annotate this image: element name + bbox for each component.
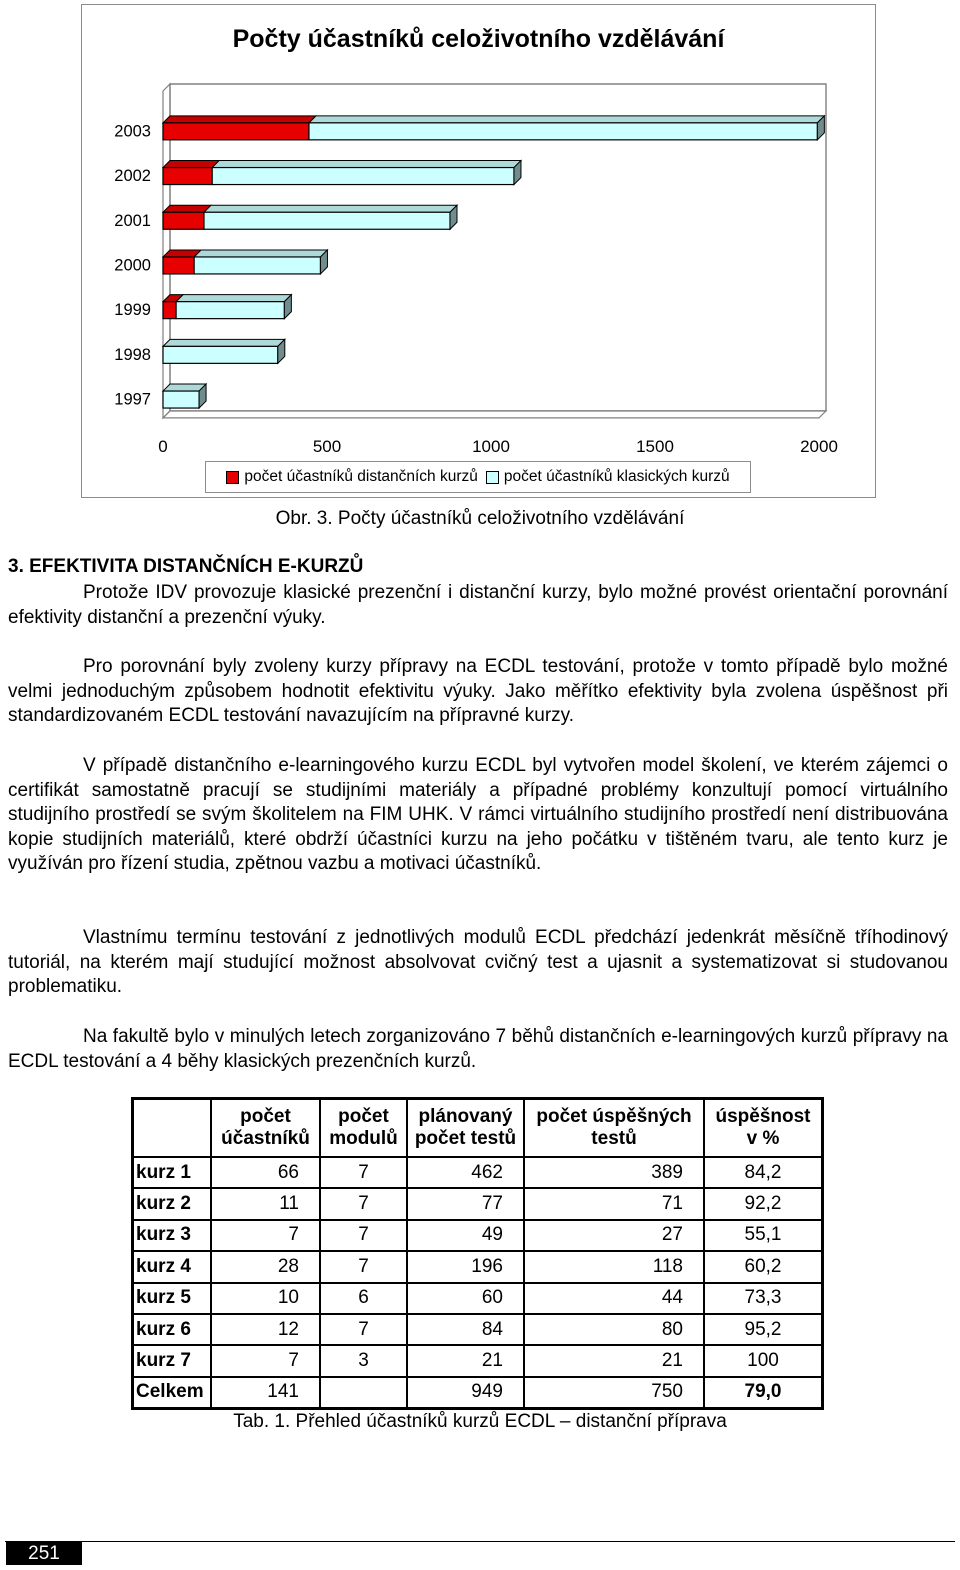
bar-segment (163, 123, 309, 140)
x-tick-label: 2000 (800, 436, 838, 456)
table-cell: 73,3 (704, 1283, 822, 1314)
table-cell: 77 (407, 1188, 524, 1219)
table-row (133, 1220, 822, 1251)
table-row (133, 1314, 822, 1345)
table-cell: 100 (704, 1345, 822, 1376)
x-tick-label: 0 (158, 436, 168, 456)
table-cell: 60,2 (704, 1251, 822, 1282)
table-cell: kurz 2 (133, 1188, 211, 1219)
table-cell: 389 (524, 1157, 704, 1188)
legend-label-classic: počet účastníků klasických kurzů (503, 468, 730, 485)
bar-chart (82, 5, 875, 497)
table-cell: kurz 7 (133, 1345, 211, 1376)
table-header-cell (133, 1099, 211, 1157)
x-tick-label: 500 (312, 436, 342, 456)
bar-top-face (309, 116, 824, 123)
table-row (133, 1283, 822, 1314)
bar-top-face (176, 295, 291, 302)
table-cell: 10 (211, 1283, 320, 1314)
table-cell: 55,1 (704, 1220, 822, 1251)
x-tick-label: 1000 (472, 436, 510, 456)
bar-top-face (204, 205, 457, 212)
bar-segment (163, 302, 176, 319)
table-cell: 28 (211, 1251, 320, 1282)
table-header-cell: počet modulů (320, 1099, 407, 1157)
table-cell: 7 (320, 1314, 407, 1345)
table-cell: kurz 4 (133, 1251, 211, 1282)
table-cell: kurz 5 (133, 1283, 211, 1314)
paragraph-5: Na fakultě bylo v minulých letech zorganizováno 7 běhů distančních e-learningových kurzů přípravy na ECDL testování a 4 běhy klasických prezenčních kurzů. (8, 1026, 948, 1072)
paragraph-3: V případě distančního e-learningového kurzu ECDL byl vytvořen model školení, ve kterém zájemci o certifikát samostatně pracují se studijními materiály a případné problémy konzultují pomocí virtuálního studijního prostředí se svým školitelem na FIM UHK. V rámci virtuálního studijního prostředí není distribuována kopie studijních materiálů, které obdrží účastníci kurzu na jeho počátku v tištěném tvaru, ale tento kurz je využíván pro řízení studia, zpětnou vazbu a motivaci účastníků. (8, 755, 948, 875)
table-cell: 21 (524, 1345, 704, 1376)
bar-top-face (163, 161, 219, 168)
bar-segment (163, 346, 278, 363)
table-cell: kurz 6 (133, 1314, 211, 1345)
bar-segment (163, 391, 199, 408)
table-cell: 27 (524, 1220, 704, 1251)
bar-top-face (163, 116, 316, 123)
bar-segment (163, 168, 212, 185)
table-row (133, 1345, 822, 1376)
table-cell: 71 (524, 1188, 704, 1219)
table-cell: 7 (211, 1345, 320, 1376)
bar-segment (163, 212, 204, 229)
table-cell: 95,2 (704, 1314, 822, 1345)
table-cell: 7 (211, 1220, 320, 1251)
table-cell: 84 (407, 1314, 524, 1345)
bar-top-face (194, 250, 327, 257)
bar-segment (176, 302, 284, 319)
bar-top-face (163, 339, 285, 346)
paragraph-4: Vlastnímu termínu testování z jednotlivých modulů ECDL předchází jedenkrát měsíčně tříhodinový tutoriál, na kterém mají studující možnost absolvovat cvičný test a ujasnit a systematizovat si studovanou problematiku. (8, 927, 948, 998)
table-cell: 84,2 (704, 1157, 822, 1188)
table-cell: 66 (211, 1157, 320, 1188)
bar-segment (194, 257, 320, 274)
legend-swatch-classic (486, 471, 499, 484)
table-cell: 750 (524, 1377, 704, 1408)
y-tick-label: 2002 (114, 167, 151, 186)
table-cell (320, 1377, 407, 1408)
table-cell: 462 (407, 1157, 524, 1188)
table-cell: 21 (407, 1345, 524, 1376)
legend-swatch-distance (226, 471, 239, 484)
table-cell: 7 (320, 1251, 407, 1282)
y-tick-label: 2000 (114, 256, 151, 275)
table-cell: 80 (524, 1314, 704, 1345)
bar-segment (204, 212, 450, 229)
table-cell: 12 (211, 1314, 320, 1345)
table-cell: 49 (407, 1220, 524, 1251)
table-cell: 949 (407, 1377, 524, 1408)
table-cell: 7 (320, 1220, 407, 1251)
chart-legend (205, 461, 751, 493)
table-cell: 79,0 (704, 1377, 822, 1408)
table-cell: 7 (320, 1188, 407, 1219)
bar-segment (163, 257, 194, 274)
y-tick-label: 1999 (114, 301, 151, 320)
table-header-row (133, 1099, 822, 1157)
page-number: 251 (6, 1542, 82, 1565)
table-cell: 7 (320, 1157, 407, 1188)
table-cell: 92,2 (704, 1188, 822, 1219)
table-cell: 196 (407, 1251, 524, 1282)
legend-item-classic (486, 468, 730, 486)
y-tick-label: 2001 (114, 211, 151, 230)
y-tick-label: 1998 (114, 345, 151, 364)
bar-segment (212, 168, 514, 185)
section-heading: 3. EFEKTIVITA DISTANČNÍCH E-KURZŮ (8, 556, 364, 577)
bar-segment (309, 123, 817, 140)
table-cell: 11 (211, 1188, 320, 1219)
y-tick-label: 2003 (114, 122, 151, 141)
table-cell: 44 (524, 1283, 704, 1314)
figure-caption: Obr. 3. Počty účastníků celoživotního vzdělávání (275, 508, 685, 529)
table-header-cell: plánovaný počet testů (407, 1099, 524, 1157)
table-cell: 60 (407, 1283, 524, 1314)
results-table (131, 1097, 824, 1410)
table-cell: 3 (320, 1345, 407, 1376)
table-header-cell: úspěšnost v % (704, 1099, 822, 1157)
table-cell: Celkem (133, 1377, 211, 1408)
legend-item-distance (226, 468, 478, 486)
table-caption: Tab. 1. Přehled účastníků kurzů ECDL – distanční příprava (233, 1411, 727, 1432)
table-total-row (133, 1377, 822, 1408)
bar-top-face (212, 161, 521, 168)
table-cell: 6 (320, 1283, 407, 1314)
table-cell: kurz 1 (133, 1157, 211, 1188)
table-cell: kurz 3 (133, 1220, 211, 1251)
x-tick-label: 1500 (636, 436, 674, 456)
paragraph-1: Protože IDV provozuje klasické prezenční i distanční kurzy, bylo možné provést orientační porovnání efektivity distanční a prezenční výuky. (8, 582, 948, 628)
chart-title: Počty účastníků celoživotního vzdělávání (232, 25, 725, 53)
table-row (133, 1251, 822, 1282)
table-header-cell: počet úspěšných testů (524, 1099, 704, 1157)
plot-area-floor (163, 411, 826, 418)
table-row (133, 1157, 822, 1188)
footer-rule (5, 1541, 955, 1542)
table-cell: 141 (211, 1377, 320, 1408)
chart-frame (81, 4, 876, 498)
legend-label-distance: počet účastníků distančních kurzů (244, 468, 478, 485)
bar-top-face (163, 205, 211, 212)
table-row (133, 1188, 822, 1219)
y-tick-label: 1997 (114, 390, 151, 409)
table-cell: 118 (524, 1251, 704, 1282)
table-header-cell: počet účastníků (211, 1099, 320, 1157)
paragraph-2: Pro porovnání byly zvoleny kurzy přípravy na ECDL testování, protože v tomto případě bylo možné velmi jednoduchým způsobem hodnotit efektivitu výuky. Jako měřítko efektivity byla zvolena úspěšnost při standardizovaném ECDL testování navazujícím na přípravné kurzy. (8, 656, 948, 727)
